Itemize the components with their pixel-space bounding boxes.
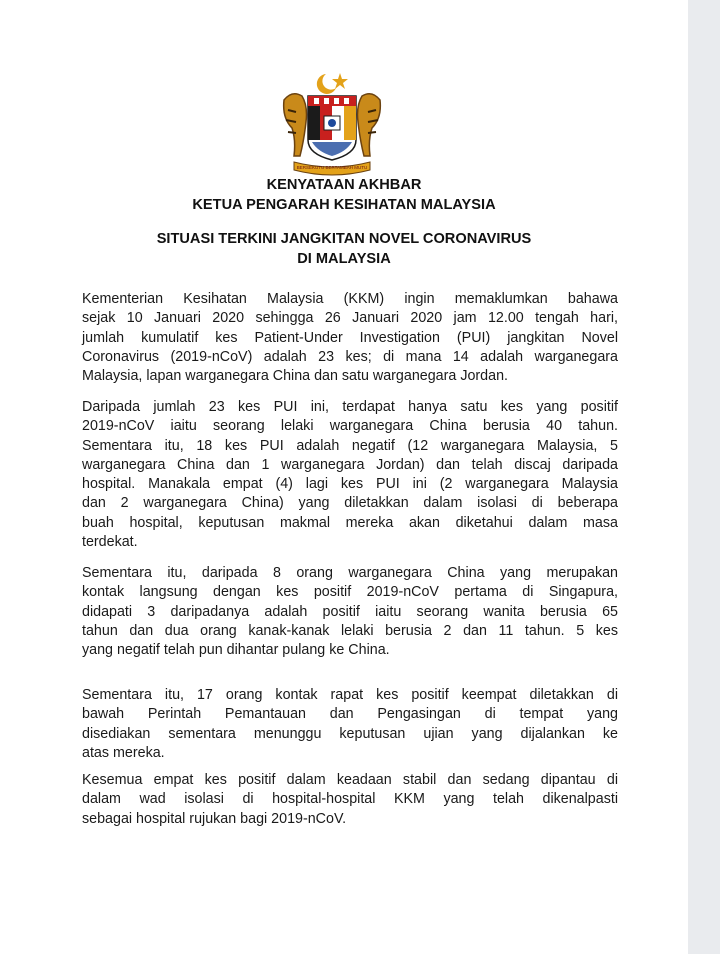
text-line: Daripada jumlah 23 kes PUI ini, terdapat hanya satu kes yang positif — [82, 399, 618, 415]
text-line: warganegara China dan 1 warganegara Jordan) dan telah discaj daripada — [82, 456, 618, 473]
text-line: tahun dan dua orang kanak-kanak lelaki berusia 2 dan 11 tahun. 5 kes — [82, 622, 618, 639]
subtitle-line: DI MALAYSIA — [297, 251, 391, 267]
text-line: yang negatif telah pun dihantar pulang ke China. — [82, 642, 390, 659]
text-line: dalam wad isolasi di hospital-hospital KKM yang telah dikenalpasti — [82, 791, 618, 808]
press-release-subtitle — [0, 229, 688, 269]
paragraph-1 — [82, 290, 618, 386]
text-line: Coronavirus (2019-nCoV) adalah 23 kes; di mana 14 adalah warganegara — [82, 348, 618, 365]
text-line: 2019-nCoV iaitu seorang lelaki warganegara China berusia 40 tahun. — [82, 418, 618, 435]
text-line: terdekat. — [82, 534, 138, 551]
text-line: Kesemua empat kes positif dalam keadaan stabil dan sedang dipantau di — [82, 772, 618, 788]
paragraph-4 — [82, 686, 618, 763]
text-line: jumlah kumulatif kes Patient-Under Investigation (PUI) jangkitan Novel — [82, 329, 618, 346]
press-release-title — [0, 175, 688, 215]
text-line: sejak 10 Januari 2020 sehingga 26 Januari 2020 jam 12.00 tengah hari, — [82, 310, 618, 327]
text-line: buah hospital, keputusan makmal mereka akan diketahui dalam masa — [82, 514, 618, 531]
malaysia-coat-of-arms-icon — [274, 70, 390, 188]
text-line: didapati 3 daripadanya adalah positif iaitu seorang wanita berusia 65 — [82, 603, 618, 620]
viewer-side-gutter — [688, 0, 720, 954]
text-line: Sementara itu, daripada 8 orang warganegara China yang merupakan — [82, 565, 618, 581]
subtitle-line: SITUASI TERKINI JANGKITAN NOVEL CORONAVIRUS — [156, 231, 532, 247]
text-line: Sementara itu, 18 kes PUI adalah negatif (12 warganegara Malaysia, 5 — [82, 437, 618, 454]
text-line: atas mereka. — [82, 744, 165, 761]
paragraph-5 — [82, 771, 618, 829]
text-line: hospital. Manakala empat (4) lagi kes PUI ini (2 warganegara Malaysia — [82, 476, 618, 493]
text-line: Sementara itu, 17 orang kontak rapat kes positif keempat diletakkan di — [82, 687, 618, 703]
text-line: bawah Perintah Pemantauan dan Pengasingan di tempat yang — [82, 706, 618, 723]
text-line: dan 2 warganegara China) yang diletakkan dalam isolasi di beberapa — [82, 495, 618, 512]
text-line: Malaysia, lapan warganegara China dan satu warganegara Jordan. — [82, 368, 509, 385]
text-line: kontak langsung dengan kes positif 2019-nCoV pertama di Singapura, — [82, 584, 618, 601]
text-line: disediakan sementara menunggu keputusan ujian yang dijalankan ke — [82, 725, 618, 742]
title-line: KENYATAAN AKHBAR — [266, 177, 422, 193]
paragraph-3 — [82, 564, 618, 660]
title-line: KETUA PENGARAH KESIHATAN MALAYSIA — [192, 197, 496, 213]
svg-text:BERSEKUTU BERTAMBAH MUTU: BERSEKUTU BERTAMBAH MUTU — [296, 165, 368, 170]
paragraph-2 — [82, 398, 618, 552]
text-line: Kementerian Kesihatan Malaysia (KKM) ingin memaklumkan bahawa — [82, 291, 618, 307]
text-line: sebagai hospital rujukan bagi 2019-nCoV. — [82, 810, 347, 827]
